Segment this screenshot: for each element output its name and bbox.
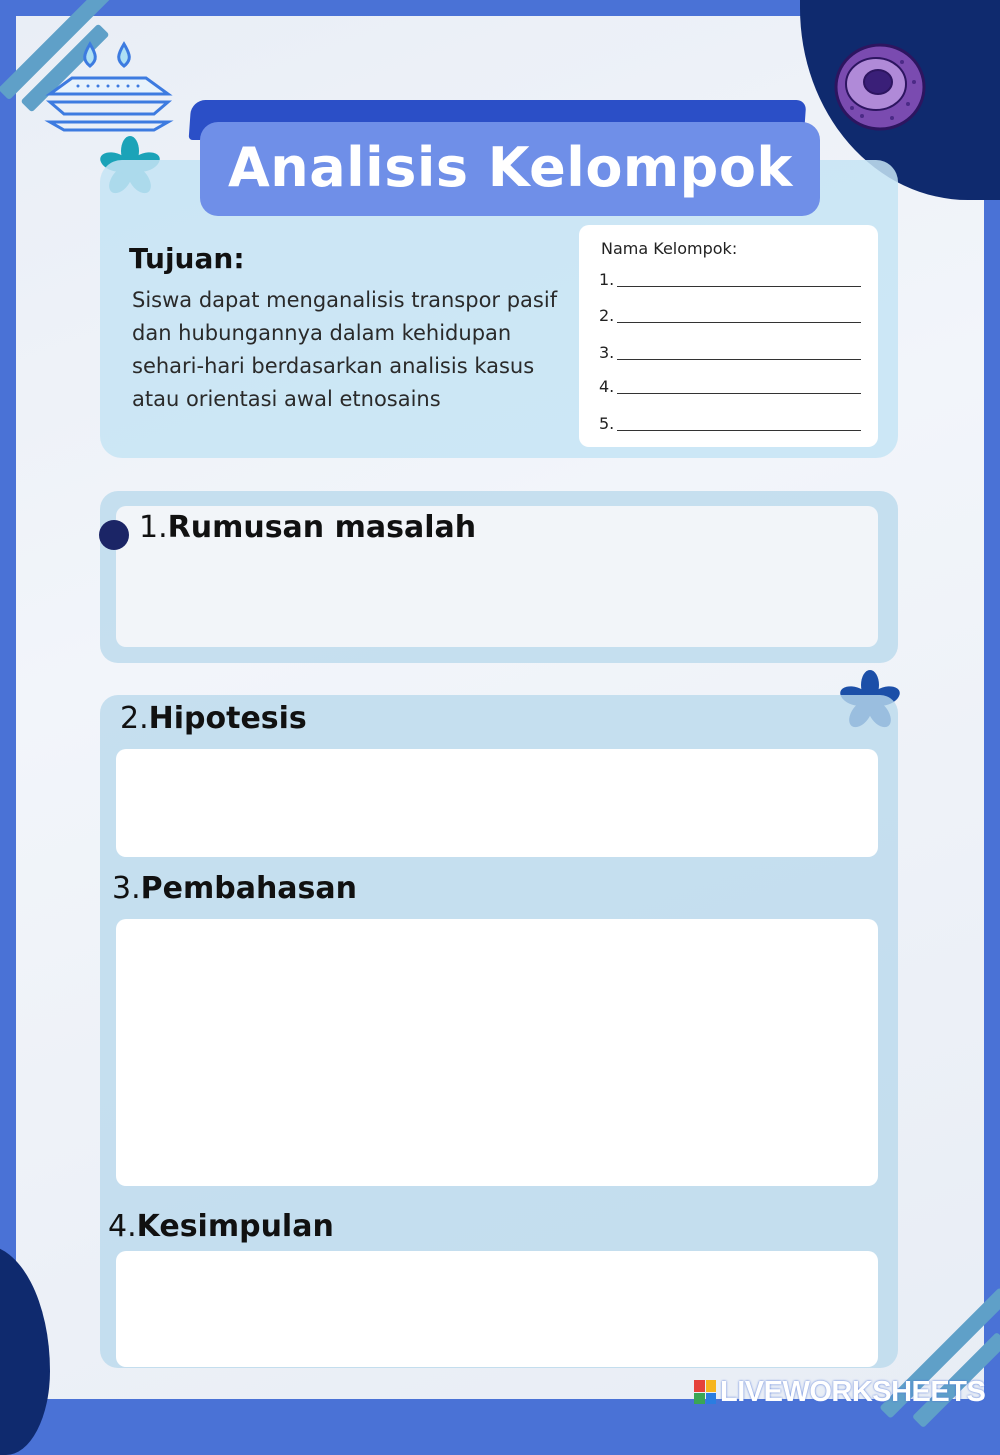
liveworksheets-logo-mark <box>694 1380 716 1404</box>
section-title-rumusan <box>139 510 476 545</box>
group-names-heading: Nama Kelompok: <box>601 239 738 258</box>
answer-box-hipotesis[interactable] <box>116 749 878 857</box>
section-number: 4. <box>108 1209 137 1244</box>
section-number: 2. <box>120 701 149 736</box>
cell-icon <box>832 42 928 132</box>
group-name-row <box>599 411 861 435</box>
page-title: Analisis Kelompok <box>228 136 793 199</box>
group-name-field[interactable] <box>617 393 861 394</box>
group-name-field[interactable] <box>617 359 861 360</box>
group-name-number: 1. <box>599 270 615 289</box>
answer-box-pembahasan[interactable] <box>116 919 878 1186</box>
group-name-number: 3. <box>599 343 615 362</box>
section-label: Pembahasan <box>140 871 357 906</box>
tujuan-label: Tujuan: <box>129 242 245 275</box>
group-name-number: 4. <box>599 377 615 396</box>
group-name-field[interactable] <box>617 286 861 287</box>
group-name-row <box>599 374 861 398</box>
group-name-row <box>599 340 861 364</box>
section-number: 1. <box>139 510 168 545</box>
section-number: 3. <box>112 871 141 906</box>
title-banner <box>190 100 820 215</box>
section-label: Hipotesis <box>148 701 307 736</box>
liveworksheets-logo[interactable] <box>694 1376 985 1408</box>
group-name-field[interactable] <box>617 430 861 431</box>
group-name-row <box>599 267 861 291</box>
section-title-hipotesis <box>120 701 307 736</box>
membrane-droplets-icon <box>44 38 174 134</box>
tujuan-text: Siswa dapat menganalisis transpor pasif dan hubungannya dalam kehidupan sehari-hari berdasarkan analisis kasus atau orientasi awal etnosains <box>132 288 558 411</box>
section-title-pembahasan <box>112 871 357 906</box>
group-names-card <box>579 225 878 447</box>
group-name-row <box>599 303 861 327</box>
section-label: Kesimpulan <box>136 1209 334 1244</box>
liveworksheets-logo-text: LIVEWORKSHEETS <box>720 1375 986 1408</box>
bullet-dot <box>99 520 129 550</box>
section-label: Rumusan masalah <box>167 510 477 545</box>
answer-box-kesimpulan[interactable] <box>116 1251 878 1367</box>
group-name-number: 2. <box>599 306 615 325</box>
group-name-field[interactable] <box>617 322 861 323</box>
section-title-kesimpulan <box>108 1209 334 1244</box>
group-name-number: 5. <box>599 414 615 433</box>
